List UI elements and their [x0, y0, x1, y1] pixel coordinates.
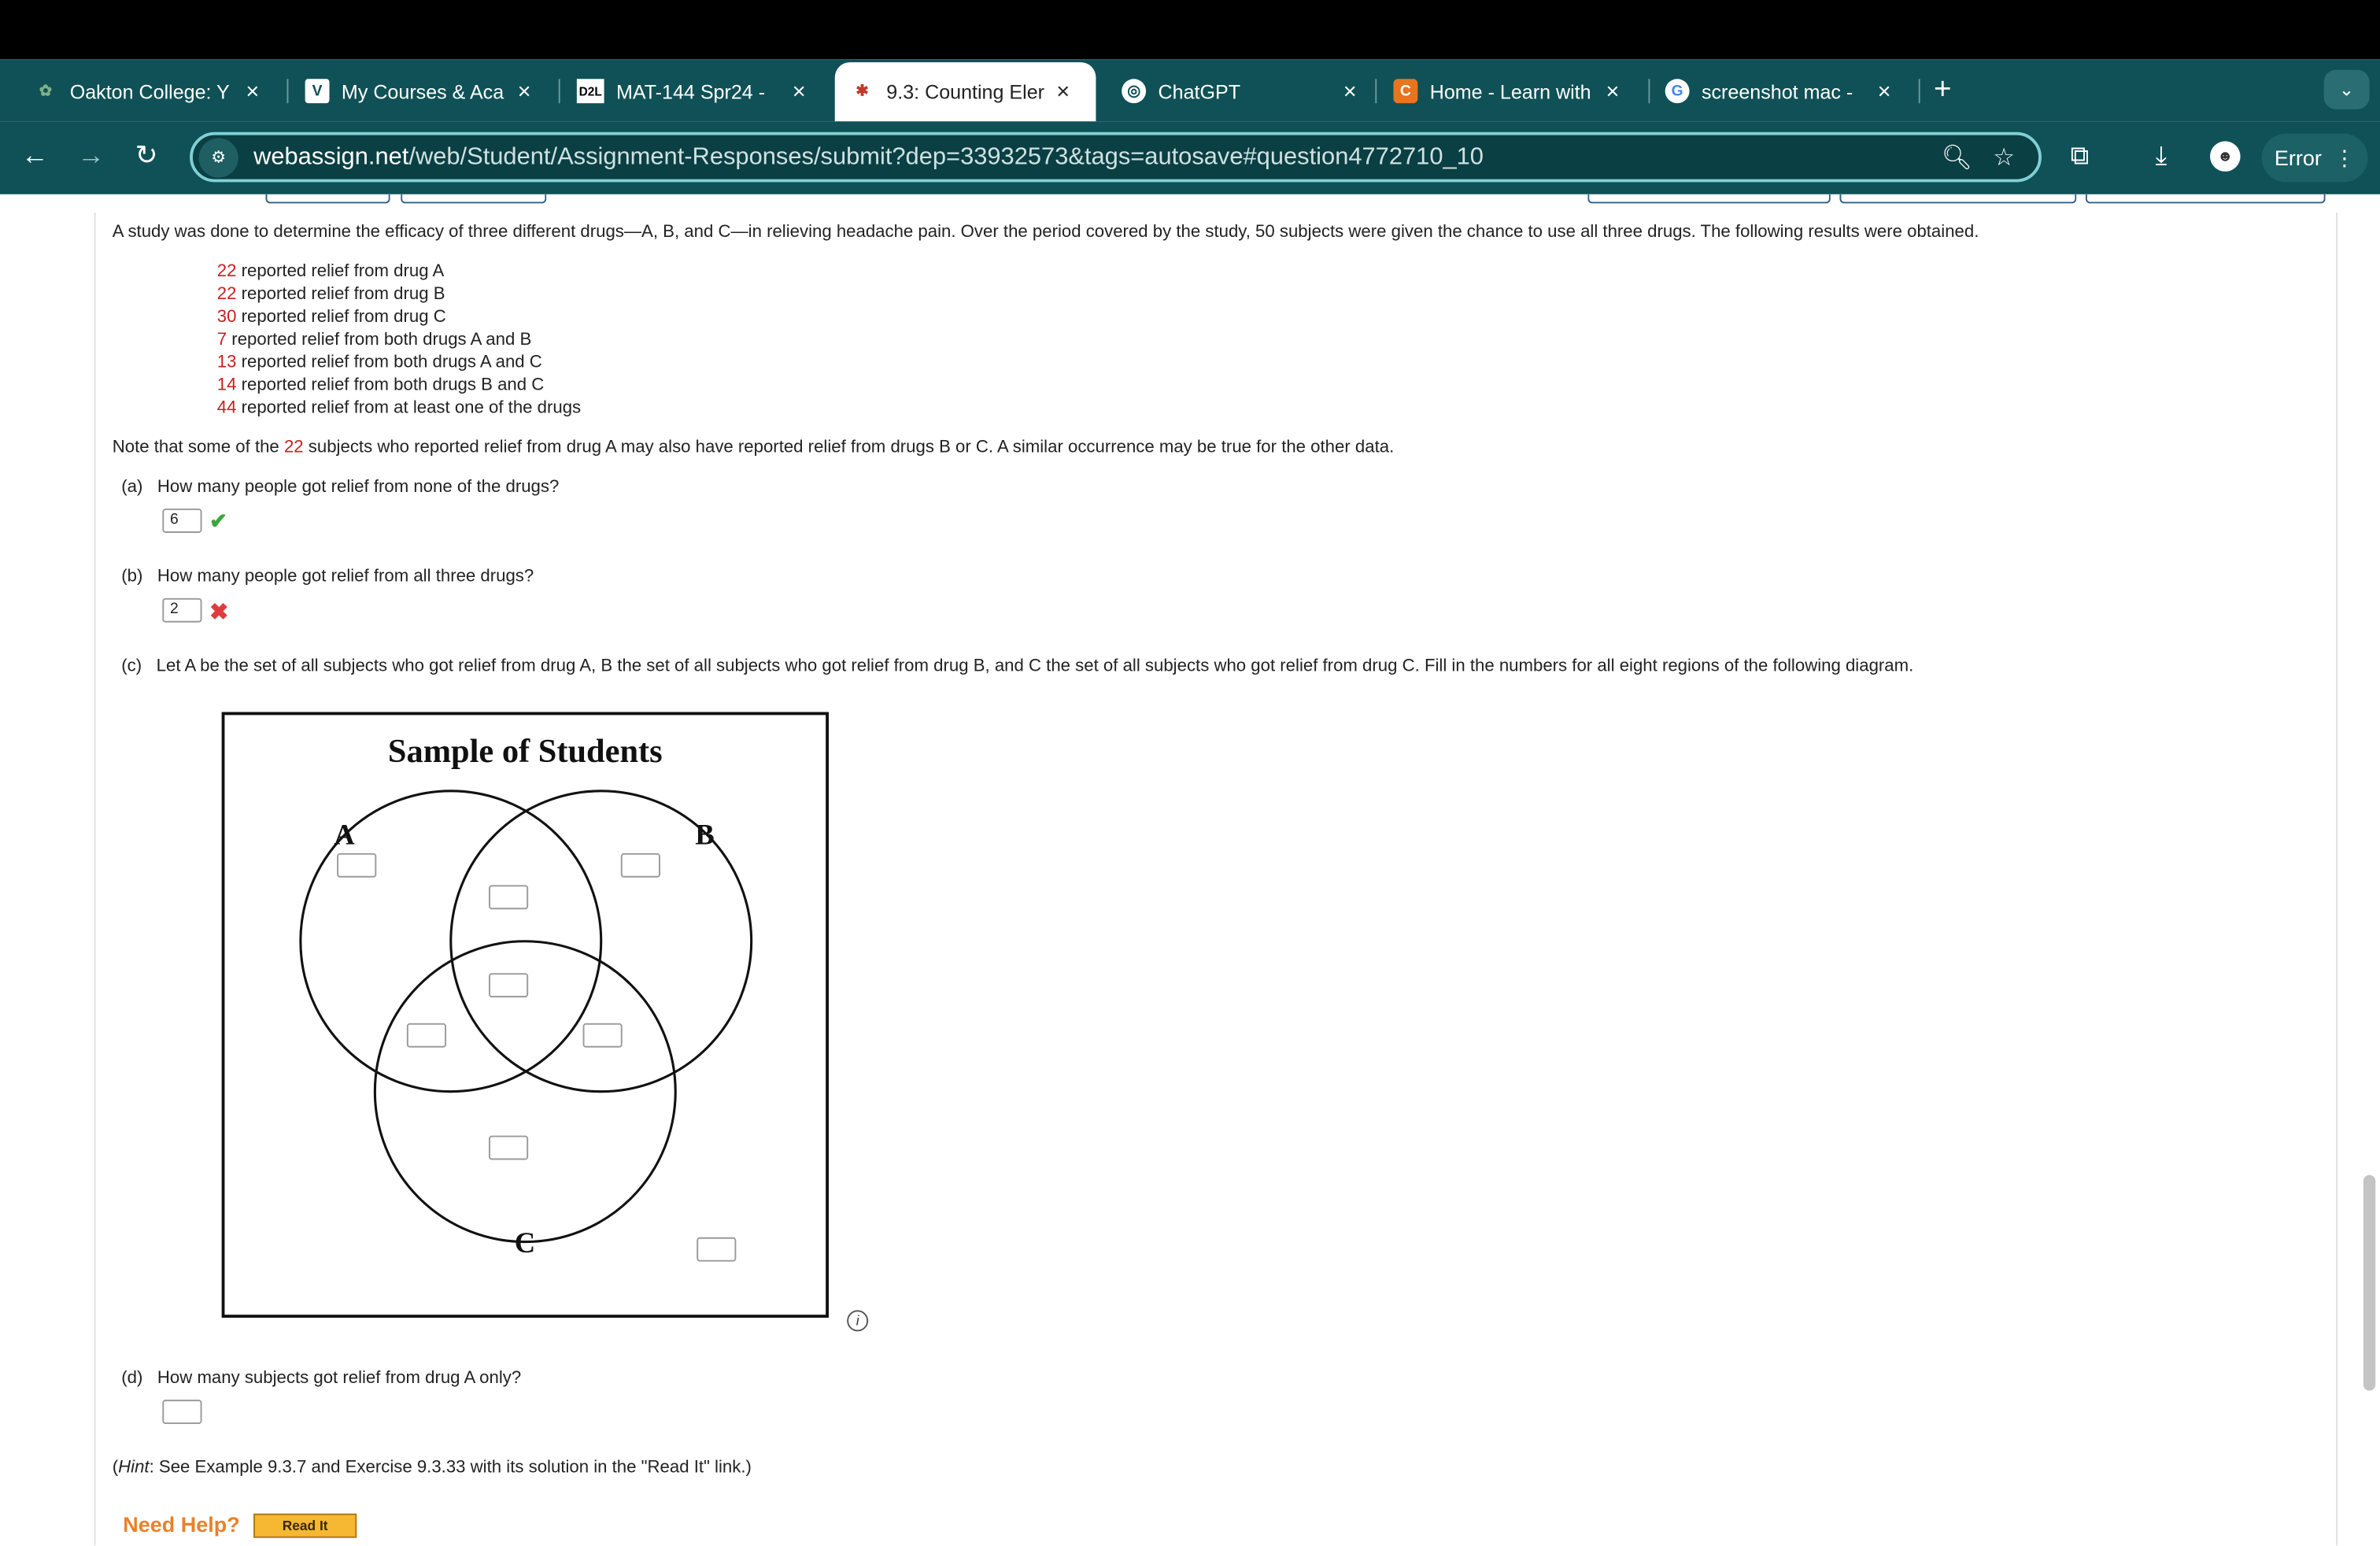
- question-d: (d) How many subjects got relief from drug A only?: [121, 1369, 522, 1388]
- question-a: (a) How many people got relief from none of the drugs?: [121, 478, 560, 497]
- page-scrollbar[interactable]: [2359, 194, 2380, 1545]
- results-list: [217, 261, 581, 421]
- tab-title: Home - Learn with: [1429, 80, 1591, 103]
- venn-region-none-input[interactable]: [697, 1237, 736, 1262]
- close-icon[interactable]: ×: [792, 78, 806, 105]
- tab-title: ChatGPT: [1158, 80, 1241, 103]
- question-b: (b) How many people got relief from all three drugs?: [121, 568, 534, 586]
- tab-d2l[interactable]: [577, 70, 806, 113]
- question-c: (c) Let A be the set of all subjects who got relief from drug A, B the set of all subjects who got relief from drug B, and C the set of all subjects who got relief from drug C. Fill in the numbers for all eight regions of the following diagram.: [121, 657, 1914, 676]
- download-icon[interactable]: ⤓: [2155, 141, 2168, 171]
- close-icon[interactable]: ×: [1343, 78, 1357, 105]
- site-settings-icon[interactable]: ⚙: [199, 138, 238, 177]
- answer-d-input[interactable]: [162, 1400, 201, 1424]
- tab-search-chevron-icon[interactable]: ⌄: [2324, 70, 2370, 109]
- shield-icon: V: [305, 79, 330, 103]
- hint-text: (Hint: See Example 9.3.7 and Exercise 9.3.33 with its solution in the "Read It" link.): [112, 1459, 752, 1478]
- problem-intro: A study was done to determine the efficacy of three different drugs—A, B, and C—in relieving headache pain. Over the period covered by the study, 50 subjects were given the chance to use all three drugs. The following results were obtained.: [112, 223, 1979, 242]
- url-host: webassign.net: [253, 143, 409, 170]
- oak-leaf-icon: ✿: [39, 83, 52, 100]
- close-icon[interactable]: ×: [1877, 78, 1891, 105]
- list-item: 13 reported relief from both drugs A and C: [216, 353, 542, 372]
- tab-title: screenshot mac -: [1701, 80, 1853, 103]
- incorrect-x-icon: ✖: [209, 599, 229, 626]
- kebab-menu-icon: ⋮: [2334, 145, 2356, 170]
- error-menu-button[interactable]: [2262, 134, 2368, 183]
- nav-button-stub[interactable]: [1587, 194, 1831, 204]
- window-titlebar: [0, 0, 2380, 59]
- tab-title: MAT-144 Spr24 -: [616, 80, 766, 103]
- nav-button-stub[interactable]: [401, 194, 546, 204]
- nav-button-stub[interactable]: [1839, 194, 2076, 204]
- page-content: [0, 194, 2380, 1545]
- google-icon: G: [1665, 79, 1690, 103]
- address-bar[interactable]: [190, 132, 2042, 183]
- forward-arrow-icon[interactable]: →: [77, 139, 105, 171]
- error-label: Error: [2274, 146, 2322, 171]
- url-text[interactable]: [253, 143, 1484, 171]
- venn-region-c-only-input[interactable]: [489, 1136, 528, 1160]
- problem-note: Note that some of the 22 subjects who reported relief from drug A may also have reported relief from drugs B or C. A similar occurrence may be true for the other data.: [112, 438, 1395, 457]
- tab-google-search[interactable]: [1665, 70, 1891, 113]
- list-item: 44 reported relief from at least one of the drugs: [216, 399, 582, 418]
- list-item: 22 reported relief from drug A: [216, 262, 445, 281]
- c-logo-icon: C: [1393, 79, 1417, 103]
- tab-counting-elements[interactable]: [835, 62, 1096, 121]
- bookmark-star-icon[interactable]: ☆: [1993, 146, 2015, 172]
- tab-home-learn[interactable]: [1393, 70, 1619, 113]
- profile-avatar-icon[interactable]: ☻: [2210, 141, 2241, 172]
- zoom-icon[interactable]: 🔍︎: [1941, 146, 1972, 172]
- url-path: /web/Student/Assignment-Responses/submit?dep=33932573&tags=autosave#question4772710_10: [408, 143, 1484, 170]
- set-b-label: B: [695, 818, 715, 851]
- set-a-label: A: [334, 818, 355, 851]
- answer-b-input[interactable]: 2: [162, 598, 201, 623]
- close-icon[interactable]: ×: [1606, 78, 1620, 105]
- d2l-icon: D2L: [577, 79, 604, 103]
- tab-my-courses[interactable]: [305, 70, 531, 113]
- set-c-label: C: [514, 1226, 536, 1259]
- venn-title: Sample of Students: [387, 733, 663, 771]
- close-icon[interactable]: ×: [246, 78, 260, 105]
- need-help-label: Need Help?: [123, 1511, 240, 1537]
- venn-region-b-only-input[interactable]: [621, 853, 660, 878]
- tab-title: My Courses & Aca: [341, 80, 504, 103]
- nav-button-stub[interactable]: [2086, 194, 2326, 204]
- chatgpt-icon: ◎: [1122, 79, 1146, 103]
- read-it-button[interactable]: Read It: [253, 1514, 357, 1538]
- venn-region-ac-only-input[interactable]: [407, 1023, 446, 1048]
- venn-region-ab-only-input[interactable]: [489, 885, 528, 909]
- close-icon[interactable]: ×: [1056, 79, 1070, 105]
- venn-region-abc-input[interactable]: [489, 973, 528, 997]
- extensions-icon[interactable]: ⧉: [2070, 141, 2090, 171]
- new-tab-button[interactable]: +: [1934, 72, 1952, 107]
- answer-a-input[interactable]: 6: [162, 509, 201, 533]
- tab-title: Oakton College: Y: [69, 80, 230, 103]
- list-item: 14 reported relief from both drugs B and C: [216, 376, 545, 395]
- close-icon[interactable]: ×: [517, 78, 531, 105]
- list-item: 30 reported relief from drug C: [216, 308, 446, 327]
- tab-oakton[interactable]: [33, 70, 259, 113]
- info-icon[interactable]: i: [847, 1310, 868, 1331]
- reload-icon[interactable]: ↻: [135, 139, 158, 171]
- nav-button-stub[interactable]: [266, 194, 390, 204]
- venn-region-bc-only-input[interactable]: [583, 1023, 623, 1048]
- list-item: 22 reported relief from drug B: [216, 285, 445, 304]
- tab-chatgpt[interactable]: [1122, 70, 1356, 113]
- correct-check-icon: ✔: [209, 509, 227, 533]
- venn-diagram: [222, 712, 829, 1319]
- venn-region-a-only-input[interactable]: [337, 853, 376, 878]
- list-item: 7 reported relief from both drugs A and B: [216, 331, 532, 350]
- back-arrow-icon[interactable]: ←: [21, 139, 49, 171]
- bookmark-icon: ✱: [856, 83, 869, 101]
- scrollbar-thumb[interactable]: [2363, 1175, 2375, 1391]
- tab-title: 9.3: Counting Eler: [886, 80, 1045, 104]
